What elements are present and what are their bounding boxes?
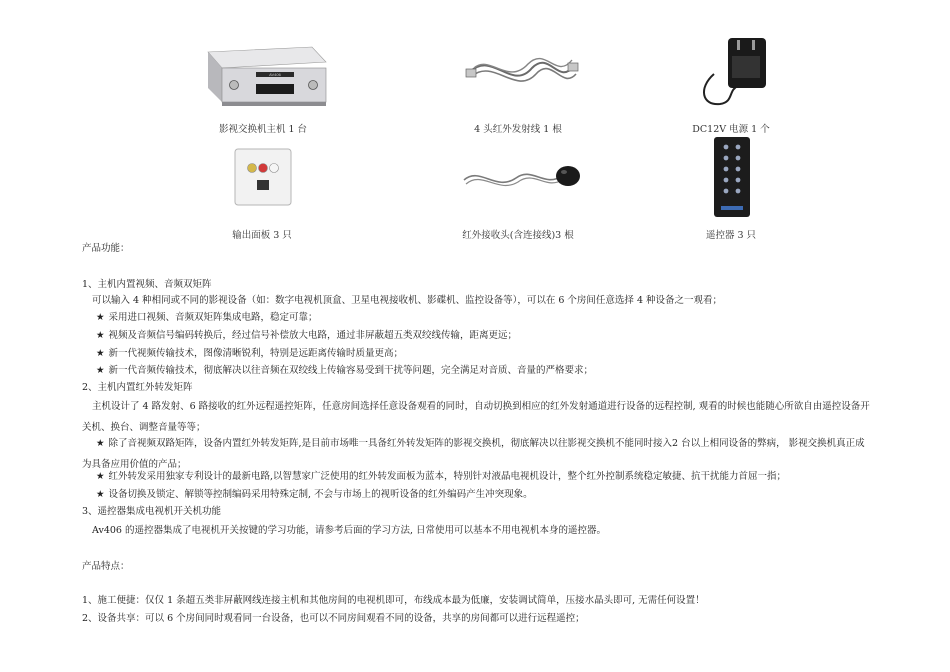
feature-item: 1、施工便捷：仅仅 1 条超五类非屏蔽网线连接主机和其他房间的电视机即可，布线成本最为低廉，安装调试简单，压接水晶头即可, 无需任何设置！ [82, 595, 705, 606]
section-title: 2、主机内置红外转发矩阵 [82, 382, 193, 393]
product-caption: 遥控器 3 只 [705, 230, 757, 241]
product-caption: 红外接收头(含连接线)3 根 [462, 230, 574, 241]
star-icon: ★ [96, 330, 105, 341]
star-icon: ★ [96, 438, 105, 449]
bullet-item: ★ 新一代音频传输技术，彻底解决以往音频在双绞线上传输容易受到干扰等问题，完全满足对音质、音量的严格要求； [96, 365, 594, 376]
wall-panel-icon [234, 148, 292, 206]
power-adapter-icon [694, 34, 774, 110]
bullet-item: ★ 视频及音频信号编码转换后，经过信号补偿放大电路，通过非屏蔽超五类双绞线传输，距离更远； [96, 330, 518, 341]
star-icon: ★ [96, 471, 105, 482]
ir-receiver-icon [458, 158, 584, 198]
remote-control-icon [713, 136, 751, 218]
bullet-item: ★ 设备切换及锁定、解锁等控制编码采用特殊定制, 不会与市场上的视听设备的红外编码产生冲突现象。 [96, 489, 533, 500]
star-icon: ★ [96, 312, 105, 323]
product-caption: 影视交换机主机 1 台 [218, 124, 308, 135]
section-title: 3、遥控器集成电视机开关机功能 [82, 506, 222, 517]
bullet-item: ★ 采用进口视频、音频双矩阵集成电路，稳定可靠； [96, 312, 318, 323]
host-label: AV406 [269, 72, 281, 77]
section-desc: 主机设计了 4 路发射、6 路接收的红外远程遥控矩阵，任意房间选择任意设备观看的同时，自动切换到相应的红外发射通道进行设备的远程控制, 观看的时候也能随心所欲自由遥控设备开关机、换台、调整音量等等； [82, 401, 870, 433]
bullet-item: ★ 红外转发采用独家专利设计的最新电路,以智慧家广泛使用的红外转发面板为蓝本，特别针对液晶电视机设计，整个红外控制系统稳定敏捷、抗干扰能力首屈一指； [96, 471, 787, 482]
ir-cable-icon [462, 46, 582, 98]
functions-heading: 产品功能： [82, 243, 130, 254]
product-caption: DC12V 电源 1 个 [692, 124, 770, 135]
bullet-item: ★ 新一代视频传输技术，图像清晰锐利，特别是远距离传输时质量更高； [96, 348, 404, 359]
feature-item: 2、设备共享：可以 6 个房间同时观看同一台设备，也可以不同房间观看不同的设备，共享的房间都可以进行远程遥控； [82, 613, 585, 624]
star-icon: ★ [96, 489, 105, 500]
section-desc: Av406 的遥控器集成了电视机开关按键的学习功能，请参考后面的学习方法, 日常使用可以基本不用电视机本身的遥控器。 [92, 525, 607, 536]
bullet-item: ★ 除了音视频双路矩阵，设备内置红外转发矩阵,是目前市场唯一具备红外转发矩阵的影视交换机，彻底解决以往影视交换机不能同时接入2 台以上相同设备的弊病， 影视交换机真正成为具备应用价值的产品； [82, 438, 865, 470]
star-icon: ★ [96, 365, 105, 376]
star-icon: ★ [96, 348, 105, 359]
product-caption: 输出面板 3 只 [232, 230, 292, 241]
section-title: 1、主机内置视频、音频双矩阵 [82, 279, 212, 290]
section-desc: 可以输入 4 种相同或不同的影视设备（如：数字电视机顶盒、卫星电视接收机、影碟机、监控设备等），可以在 6 个房间任意选择 4 种设备之一观看； [92, 295, 723, 306]
product-caption: 4 头红外发射线 1 根 [474, 124, 562, 135]
features-heading: 产品特点： [82, 561, 130, 572]
host-unit-icon [200, 44, 330, 116]
